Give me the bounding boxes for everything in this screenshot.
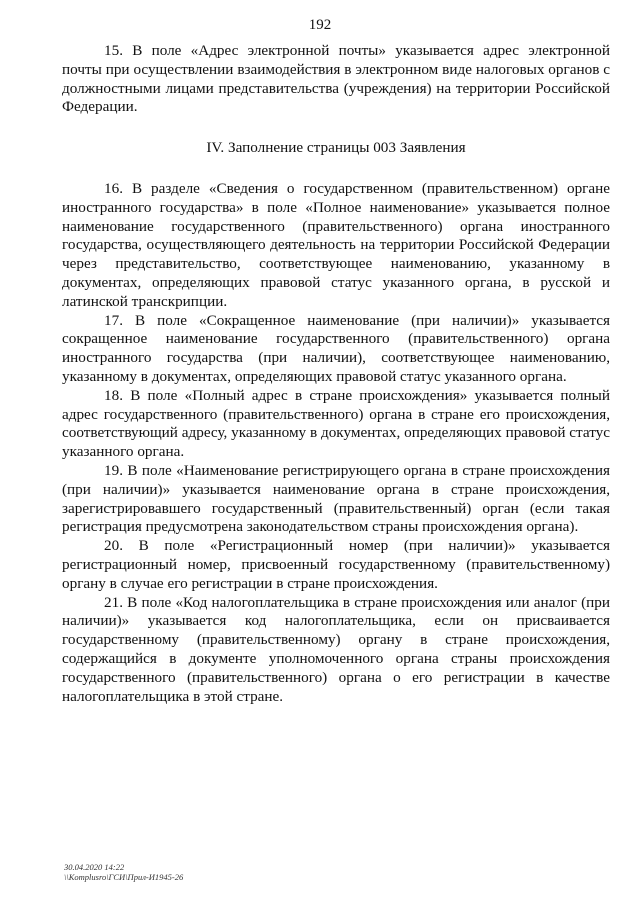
paragraph-17: 17. В поле «Сокращенное наименование (при наличии)» указывается сокращенное наименование государственного (правительственного) органа иностранного государства (при наличии), соответствующее наименованию, указанному в документах, определяющих правовой статус указанного органа. [62, 311, 610, 385]
paragraph-18: 18. В поле «Полный адрес в стране происхождения» указывается полный адрес государственного (правительственного) органа в стране его происхождения, соответствующий адресу, указанному в документах, определяющих правовой статус указанного органа. [62, 386, 610, 461]
paragraph-21: 21. В поле «Код налогоплательщика в стране происхождения или аналог (при наличии)» указывается код налогоплательщика, если он присваивается государственному (правительственному) органу в стране происхождения, содержащийся в документе уполномоченного органа страны происхождения государственного (правительственного) органа о его регистрации в качестве налогоплательщика в этой стране. [62, 593, 610, 705]
paragraph-16: 16. В разделе «Сведения о государственном (правительственном) органе иностранного государства» в поле «Полное наименование» указывается полное наименование государственного (правительственного) органа иностранного государства, осуществляющего деятельность на территории Российской Федерации через представительство, соответствующее наименованию, указанному в документах, определяющих правовой статус указанного органа, в русской и латинской транскрипции. [62, 179, 610, 310]
page-number: 192 [308, 17, 332, 33]
footer-date: 30.04.2020 14:22 [64, 862, 125, 872]
paragraph-19: 19. В поле «Наименование регистрирующего органа в стране происхождения (при наличии)» указывается наименование органа в стране происхождения, зарегистрировавшего государственный (правительственный) орган (если такая регистрация предусмотрена законодательством страны происхождения органа). [62, 461, 610, 536]
section-heading: IV. Заполнение страницы 003 Заявления [206, 139, 466, 157]
footer-stamp [64, 862, 183, 882]
footer-path: \\Komplusro\ГСИ\Прил-И1945-26 [64, 872, 184, 882]
paragraph-20: 20. В поле «Регистрационный номер (при наличии)» указывается регистрационный номер, присвоенный государственному (правительственному) органу в случае его регистрации в стране происхождения. [62, 537, 610, 592]
document-body [62, 42, 610, 706]
paragraph-15: 15. В поле «Адрес электронной почты» указывается адрес электронной почты при осуществлении взаимодействия в электронном виде налоговых органов с должностными лицами представительства (учреждения) на территории Российской Федерации. [62, 42, 610, 116]
